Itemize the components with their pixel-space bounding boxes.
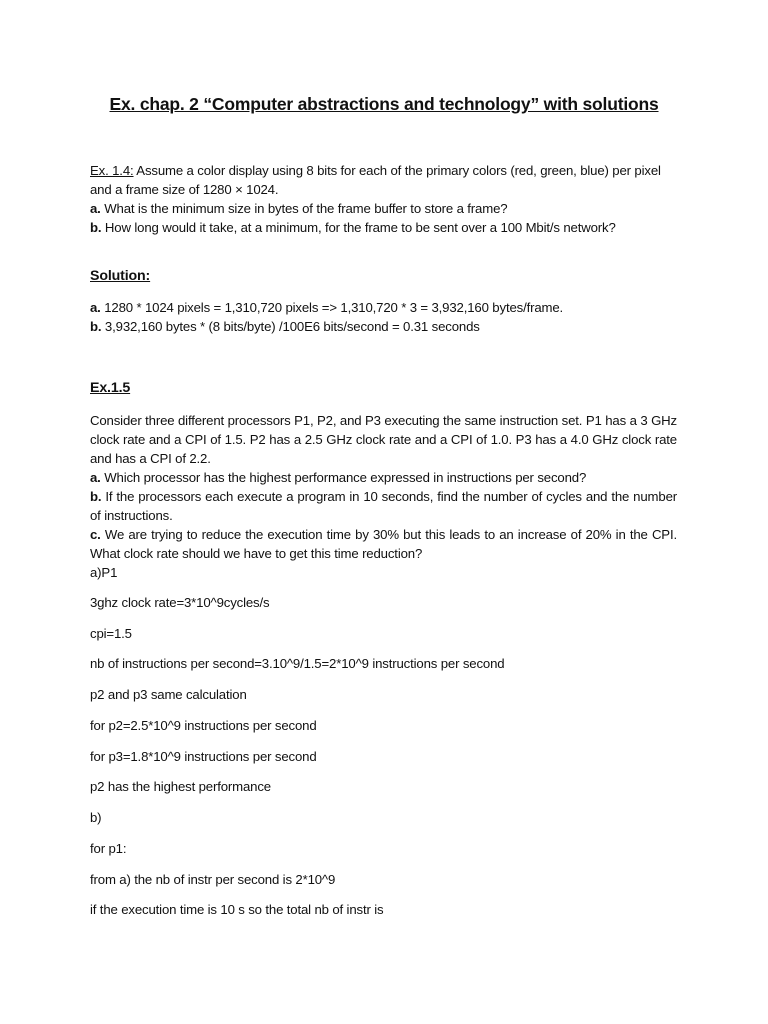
question-c-marker: c. <box>90 527 101 542</box>
question-c-text: We are trying to reduce the execution time by 30% but this leads to an increase of 20% in the CPI. What clock rate should we have to get this time reduction? <box>90 527 677 561</box>
question-a-marker: a. <box>90 470 101 485</box>
worked-answer <box>90 0 677 1024</box>
work-line: 3ghz clock rate=3*10^9cycles/s <box>90 595 270 610</box>
question-b-text: How long would it take, at a minimum, for the frame to be sent over a 100 Mbit/s network? <box>101 220 616 235</box>
question-a-text: Which processor has the highest performance expressed in instructions per second? <box>100 470 587 485</box>
question-a-marker: a. <box>90 201 101 216</box>
question-a-text: What is the minimum size in bytes of the frame buffer to store a frame? <box>100 201 508 216</box>
document-title: Ex. chap. 2 “Computer abstractions and technology” with solutions <box>109 94 659 114</box>
work-line-a-p1: a)P1 <box>90 565 118 580</box>
solution-a-marker: a. <box>90 300 101 315</box>
question-b-text: If the processors each execute a program in 10 seconds, find the number of cycles and the number of instructions. <box>90 489 677 523</box>
work-line: p2 and p3 same calculation <box>90 687 247 702</box>
solution-a-text: 1280 * 1024 pixels = 1,310,720 pixels => 1,310,720 * 3 = 3,932,160 bytes/frame. <box>100 300 564 315</box>
work-line: p2 has the highest performance <box>90 779 271 794</box>
solution-b-marker: b. <box>90 319 102 334</box>
work-line: nb of instructions per second=3.10^9/1.5=2*10^9 instructions per second <box>90 656 505 671</box>
work-line: for p3=1.8*10^9 instructions per second <box>90 749 317 764</box>
exercise-1-4-intro-text: Assume a color display using 8 bits for each of the primary colors (red, green, blue) per pixel and a frame size of 1280 × 1024. <box>90 163 661 197</box>
solution-b-text: 3,932,160 bytes * (8 bits/byte) /100E6 bits/second = 0.31 seconds <box>101 319 480 334</box>
work-line: cpi=1.5 <box>90 626 132 641</box>
exercise-1-5-intro: Consider three different processors P1, P2, and P3 executing the same instruction set. P1 has a 3 GHz clock rate and a CPI of 1.5. P2 has a 2.5 GHz clock rate and a CPI of 1.0. P3 has a 4.0 GHz clock rate and has a CPI of 2.2. <box>90 413 677 466</box>
work-line: for p2=2.5*10^9 instructions per second <box>90 718 317 733</box>
question-b-marker: b. <box>90 220 102 235</box>
work-line: for p1: <box>90 841 127 856</box>
work-line: from a) the nb of instr per second is 2*10^9 <box>90 872 336 887</box>
exercise-1-4-label: Ex. 1.4: <box>90 163 134 178</box>
exercise-1-5-heading: Ex.1.5 <box>90 380 131 396</box>
solution-heading: Solution: <box>90 268 151 284</box>
work-line: b) <box>90 810 102 825</box>
question-b-marker: b. <box>90 489 102 504</box>
work-line: if the execution time is 10 s so the total nb of instr is <box>90 902 384 917</box>
